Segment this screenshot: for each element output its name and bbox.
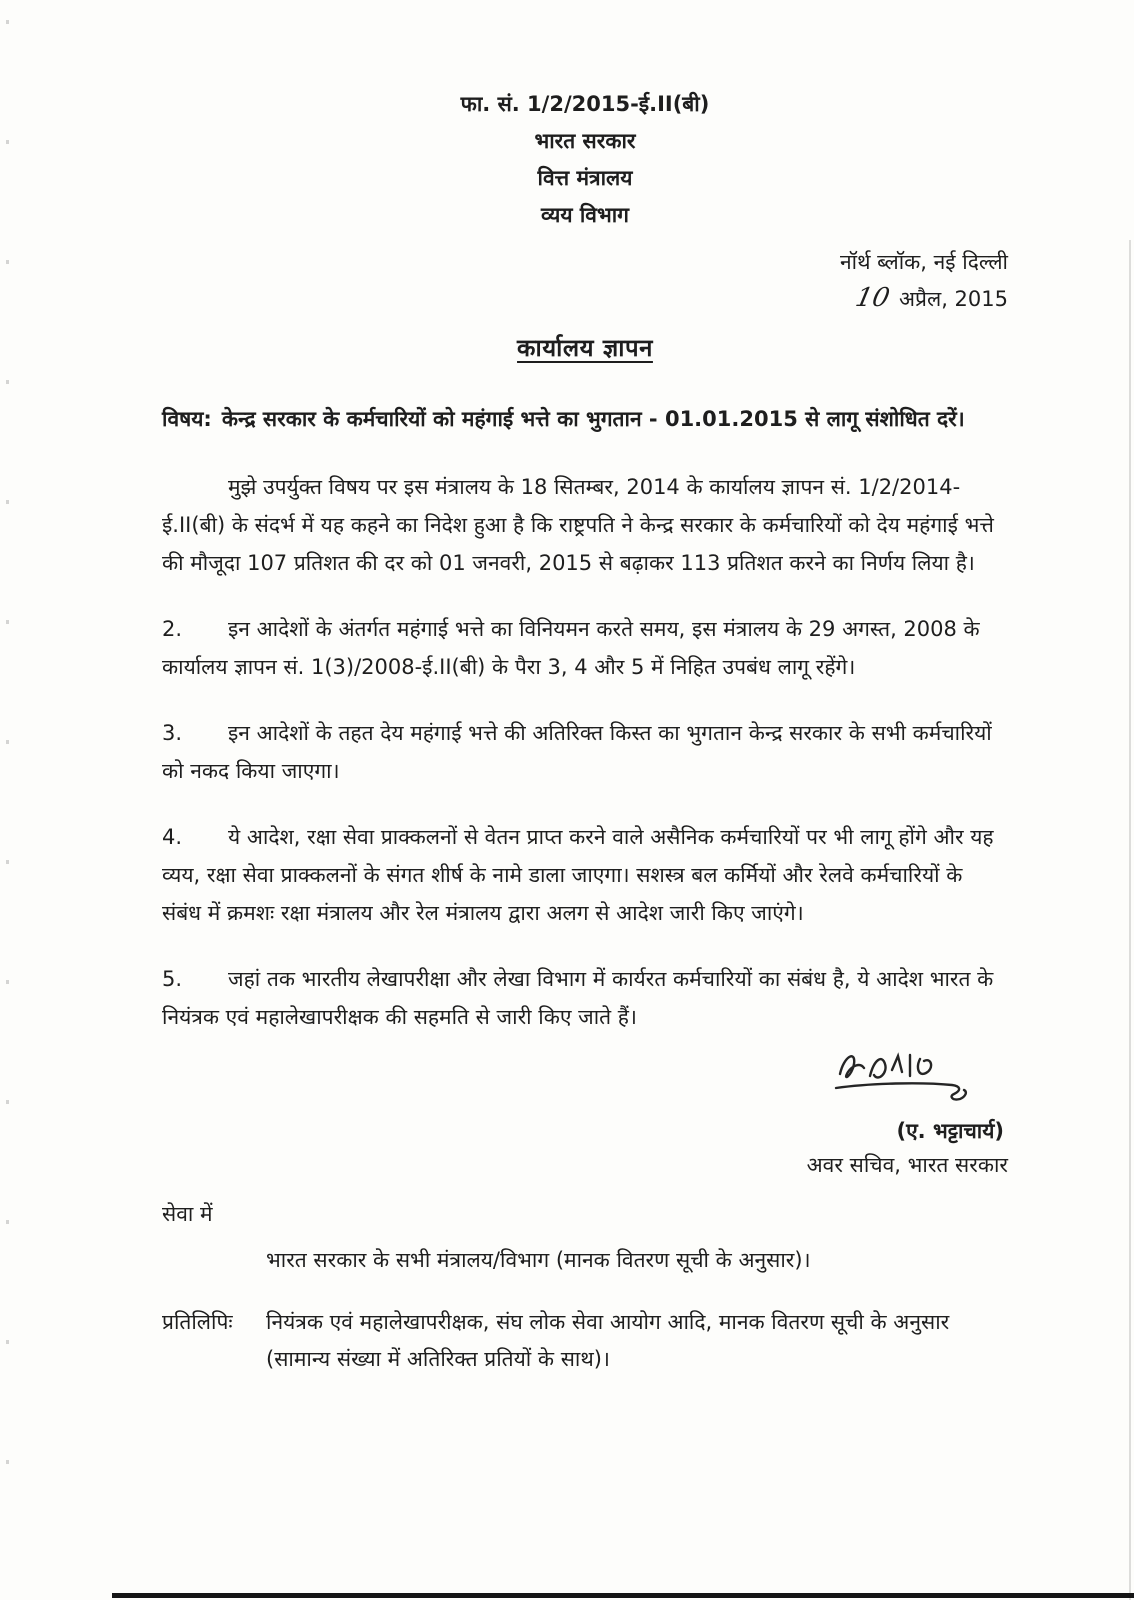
subject-line	[162, 400, 1008, 438]
subject-label: विषय:	[162, 407, 212, 431]
copy-block	[162, 1304, 1008, 1378]
paragraph-5-number: 5.	[162, 967, 183, 991]
addressee-line: भारत सरकार के सभी मंत्रालय/विभाग (मानक वितरण सूची के अनुसार)।	[266, 1248, 811, 1272]
paragraph-5: 5. जहां तक भारतीय लेखापरीक्षा और लेखा विभाग में कार्यरत कर्मचारियों का संबंध है, ये आदेश भारत के नियंत्रक एवं महालेखापरीक्षक की सहमति से जारी किए जाते हैं।	[162, 960, 1008, 1036]
ministry-line: वित्त मंत्रालय	[537, 166, 633, 190]
paragraph-2-number: 2.	[162, 617, 183, 641]
paragraph-3-number: 3.	[162, 721, 183, 745]
paragraph-4: 4. ये आदेश, रक्षा सेवा प्राक्कलनों से वेतन प्राप्त करने वाले असैनिक कर्मचारियों पर भी लागू होंगे और यह व्यय, रक्षा सेवा प्राक्कलनों के संगत शीर्ष के नामे डाला जाएगा। सशस्त्र बल कर्मियों और रेलवे कर्मचारियों के संबंध में क्रमशः रक्षा मंत्रालय और रेल मंत्रालय द्वारा अलग से आदेश जारी किए जाएंगे।	[162, 818, 1008, 932]
addressee-salutation: सेवा में	[162, 1202, 213, 1226]
department-line: व्यय विभाग	[541, 203, 629, 227]
handwritten-date: 10	[852, 283, 893, 313]
paragraph-4-number: 4.	[162, 825, 183, 849]
paragraph-1: मुझे उपर्युक्त विषय पर इस मंत्रालय के 18 सितम्बर, 2014 के कार्यालय ज्ञापन सं. 1/2/2014-ई.II(बी) के संदर्भ में यह कहने का निदेश हुआ है कि राष्ट्रपति ने केन्द्र सरकार के कर्मचारियों को देय महंगाई भत्ते की मौजूदा 107 प्रतिशत की दर को 01 जनवरी, 2015 से बढ़ाकर 113 प्रतिशत करने का निर्णय लिया है।	[162, 475, 994, 575]
signatory-name: (ए. भट्टाचार्य)	[896, 1119, 1004, 1143]
paragraph-2: 2. इन आदेशों के अंतर्गत महंगाई भत्ते का विनियमन करते समय, इस मंत्रालय के 29 अगस्त, 2008 के कार्यालय ज्ञापन सं. 1(3)/2008-ई.II(बी) के पैरा 3, 4 और 5 में निहित उपबंध लागू रहेंगे।	[162, 610, 1008, 686]
signature-block	[162, 1042, 1008, 1182]
signature-scribble-icon	[830, 1042, 980, 1114]
copy-text: नियंत्रक एवं महालेखापरीक्षक, संघ लोक सेवा आयोग आदि, मानक वितरण सूची के अनुसार (सामान्य संख्या में अतिरिक्त प्रतियों के साथ)।	[266, 1310, 950, 1371]
file-number: फा. सं. 1/2/2015-ई.II(बी)	[460, 92, 710, 116]
subject-text: केन्द्र सरकार के कर्मचारियों को महंगाई भत्ते का भुगतान - 01.01.2015 से लागू संशोधित दरें।	[221, 407, 965, 431]
paragraph-3: 3. इन आदेशों के तहत देय महंगाई भत्ते की अतिरिक्त किस्त का भुगतान केन्द्र सरकार के सभी कर्मचारियों को नकद किया जाएगा।	[162, 714, 1008, 790]
date-line	[162, 280, 1008, 317]
place-line: नॉर्थ ब्लॉक, नई दिल्ली	[839, 250, 1008, 274]
scan-bottom-bar	[112, 1593, 1134, 1598]
printed-date: अप्रैल, 2015	[898, 287, 1008, 311]
place-date-block	[162, 244, 1008, 317]
document-title: कार्यालय ज्ञापन	[517, 334, 653, 362]
government-line: भारत सरकार	[534, 129, 636, 153]
signatory-designation: अवर सचिव, भारत सरकार	[806, 1153, 1008, 1177]
copy-label: प्रतिलिपिः	[162, 1310, 233, 1334]
